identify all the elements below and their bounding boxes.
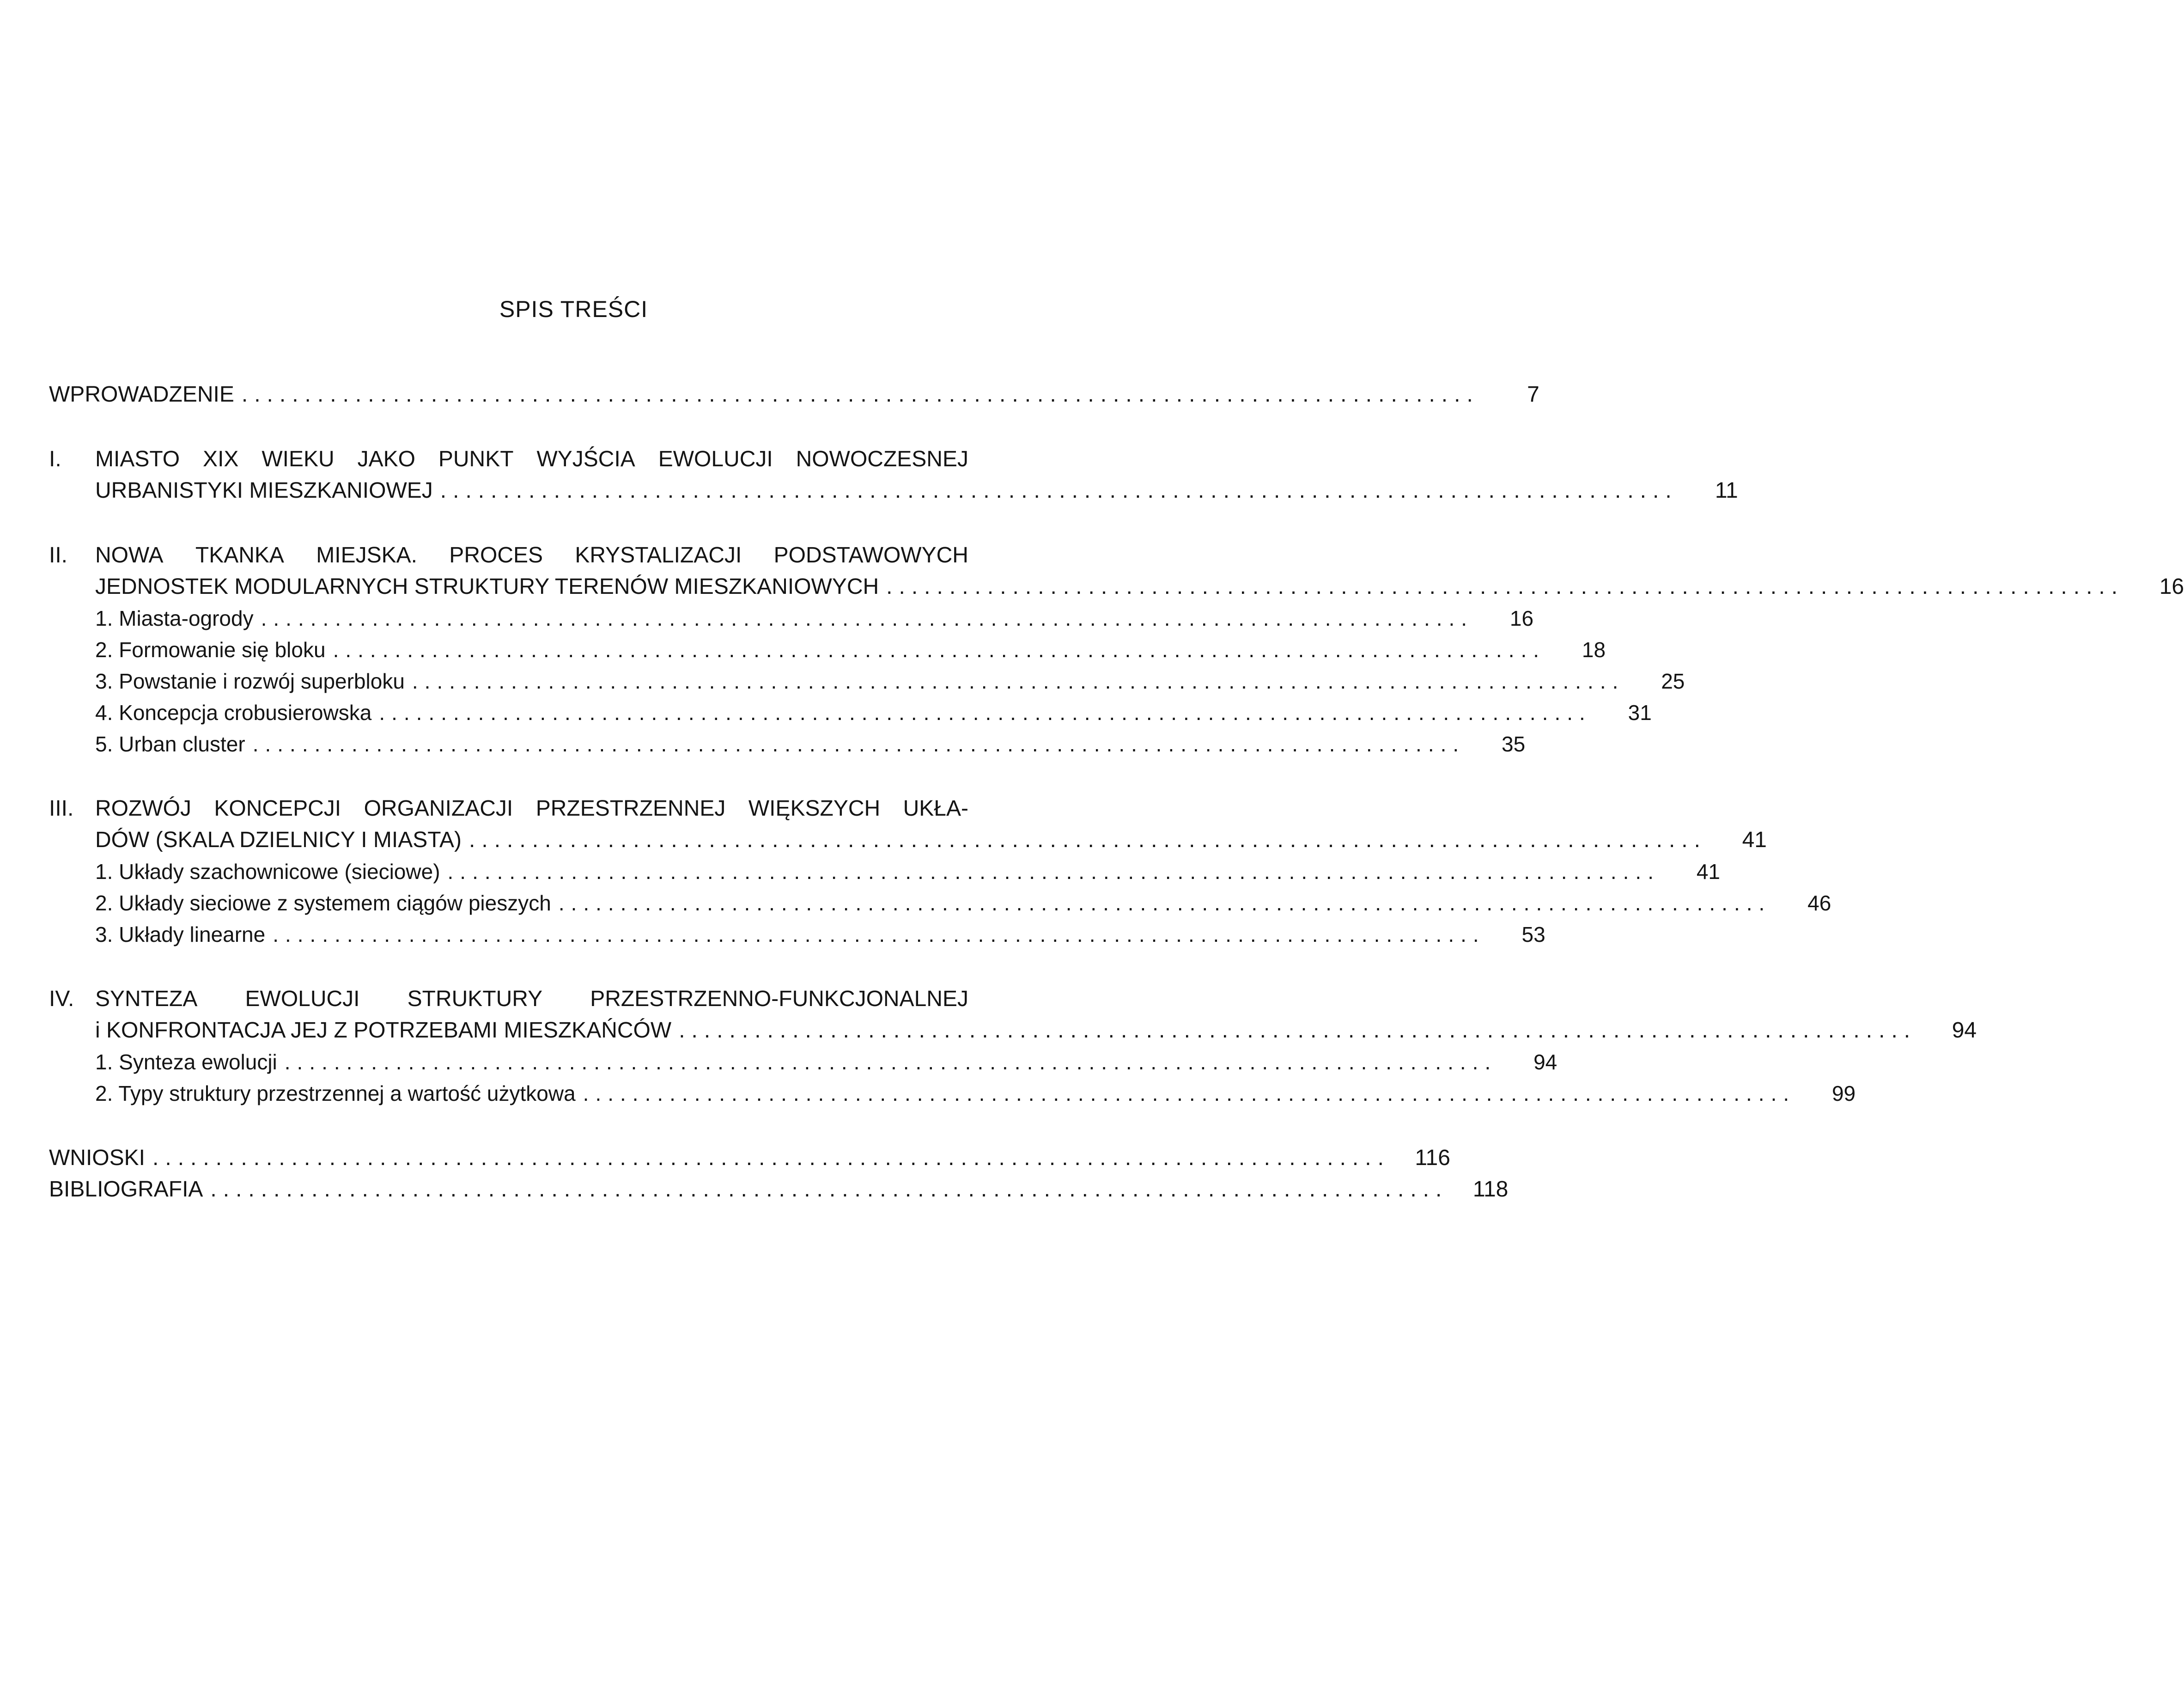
toc-page-number: 16 [2159, 574, 2184, 599]
table-of-contents [49, 379, 2184, 1205]
chapter-number: IV. [49, 987, 74, 1011]
toc-entry-label: i KONFRONTACJA JEJ Z POTRZEBAMI MIESZKAŃCÓW [95, 1018, 672, 1043]
dot-leader: .................................................................................................. [210, 1177, 1448, 1202]
toc-section-chapter-3 [49, 793, 1831, 950]
toc-subentry-label: 1. Miasta-ogrody [95, 606, 254, 630]
toc-subentry-label: 1. Układy szachownicowe (sieciowe) [95, 860, 440, 884]
toc-chapter-title-line-2[interactable] [49, 475, 1738, 506]
dot-leader: .................................................................................................. [469, 828, 1707, 852]
title-word: WIEKU [262, 447, 335, 471]
dot-leader: .................................................................................................. [412, 669, 1625, 693]
toc-entry-label: BIBLIOGRAFIA [49, 1177, 203, 1202]
page-title: SPIS TREŚCI [499, 296, 648, 322]
toc-subentry-label: 2. Formowanie się bloku [95, 638, 326, 662]
dot-leader: .................................................................................................. [379, 701, 1592, 725]
toc-subentry[interactable] [49, 728, 1526, 760]
toc-page-number: 99 [1831, 1081, 1856, 1105]
title-word: ORGANIZACJI [364, 796, 513, 821]
title-word: MIASTO [95, 447, 180, 471]
toc-subentry-label: 5. Urban cluster [95, 732, 245, 756]
toc-page-number: 7 [1527, 382, 1539, 407]
toc-section-intro [49, 379, 1539, 410]
title-word: WIĘKSZYCH [748, 796, 881, 821]
title-word: PUNKT [438, 447, 514, 471]
title-word: TKANKA [195, 543, 284, 567]
toc-subentry[interactable] [49, 603, 1534, 634]
title-word: PODSTAWOWYCH [773, 543, 968, 567]
dot-leader: .................................................................................................. [583, 1081, 1796, 1105]
toc-page-number: 41 [1696, 860, 1720, 884]
toc-page-number: 94 [1952, 1018, 1977, 1043]
toc-subentry[interactable] [49, 856, 1720, 887]
toc-subentry[interactable] [49, 665, 1685, 697]
toc-page-number: 94 [1533, 1050, 1557, 1074]
title-word: SYNTEZA [95, 987, 198, 1011]
toc-subentry[interactable] [49, 887, 1831, 919]
toc-subentry-label: 3. Powstanie i rozwój superbloku [95, 669, 405, 693]
toc-subentry[interactable] [49, 634, 1606, 665]
title-word: XIX [203, 447, 239, 471]
title-word: STRUKTURY [407, 987, 543, 1011]
chapter-number: II. [49, 543, 68, 567]
title-word: EWOLUCJI [245, 987, 360, 1011]
toc-entry-label: WPROWADZENIE [49, 382, 234, 407]
toc-entry-intro[interactable] [49, 379, 1539, 410]
toc-page-number: 18 [1582, 638, 1606, 662]
toc-page-number: 118 [1472, 1177, 1509, 1202]
dot-leader: .................................................................................................. [241, 382, 1479, 407]
dot-leader: .................................................................................................. [261, 606, 1474, 630]
toc-subentry-label: 2. Układy sieciowe z systemem ciągów pieszych [95, 891, 551, 915]
dot-leader: .................................................................................................. [886, 574, 2124, 599]
title-word: JAKO [357, 447, 415, 471]
toc-chapter-title-line-1[interactable] [49, 540, 1019, 571]
toc-subentry[interactable] [49, 1078, 1856, 1109]
chapter-number: I. [49, 447, 61, 471]
title-word: UKŁA- [903, 796, 968, 821]
toc-page-number: 116 [1415, 1146, 1450, 1170]
title-word: ROZWÓJ [95, 796, 191, 821]
toc-subentry-label: 2. Typy struktury przestrzennej a wartość użytkowa [95, 1081, 576, 1105]
toc-page-number: 11 [1715, 478, 1738, 503]
toc-page-number: 25 [1661, 669, 1685, 693]
toc-chapter-title-line-2[interactable] [49, 571, 2184, 603]
dot-leader: .................................................................................................. [558, 891, 1771, 915]
title-word: NOWOCZESNEJ [796, 447, 968, 471]
toc-page-number: 31 [1628, 701, 1652, 725]
title-word: PRZESTRZENNO-FUNKCJONALNEJ [590, 987, 968, 1011]
toc-section-chapter-2 [49, 540, 2184, 760]
dot-leader: .................................................................................................. [284, 1050, 1497, 1074]
title-word: KONCEPCJI [214, 796, 341, 821]
toc-section-chapter-1 [49, 444, 1738, 506]
title-word: MIEJSKA. [316, 543, 417, 567]
toc-chapter-title-line-1[interactable] [49, 983, 1019, 1015]
dot-leader: .................................................................................................. [252, 732, 1466, 756]
dot-leader: .................................................................................................. [273, 922, 1485, 946]
toc-subentry[interactable] [49, 1046, 1557, 1078]
title-word: EWOLUCJI [658, 447, 773, 471]
toc-subentry[interactable] [49, 697, 1652, 728]
title-word: PRZESTRZENNEJ [535, 796, 726, 821]
toc-chapter-title-line-1[interactable] [49, 444, 1019, 475]
title-word: NOWA [95, 543, 164, 567]
dot-leader: .................................................................................................. [440, 478, 1678, 503]
toc-entry-conclusions[interactable] [49, 1142, 1450, 1174]
toc-entry-label: DÓW (SKALA DZIELNICY I MIASTA) [95, 828, 462, 852]
dot-leader: .................................................................................................. [447, 860, 1660, 884]
toc-subentry[interactable] [49, 919, 1545, 950]
toc-subentry-label: 1. Synteza ewolucji [95, 1050, 277, 1074]
toc-chapter-title-line-1[interactable] [49, 793, 1019, 824]
toc-page-number: 35 [1502, 732, 1526, 756]
toc-page-number: 53 [1521, 922, 1545, 946]
dot-leader: .................................................................................................. [333, 638, 1546, 662]
toc-entry-label: JEDNOSTEK MODULARNYCH STRUKTURY TERENÓW MIESZKANIOWYCH [95, 574, 879, 599]
title-word: WYJŚCIA [536, 447, 635, 471]
chapter-number: III. [49, 796, 74, 821]
toc-section-chapter-4 [49, 983, 1977, 1109]
toc-subentry-label: 4. Koncepcja crobusierowska [95, 701, 372, 725]
toc-section-closing [49, 1142, 1509, 1205]
toc-entry-bibliography[interactable] [49, 1174, 1509, 1205]
title-word: KRYSTALIZACJI [575, 543, 742, 567]
toc-chapter-title-line-2[interactable] [49, 1015, 1977, 1046]
toc-entry-label: WNIOSKI [49, 1146, 146, 1170]
toc-page-number: 46 [1807, 891, 1831, 915]
title-word: PROCES [449, 543, 543, 567]
toc-entry-label: URBANISTYKI MIESZKANIOWEJ [95, 478, 433, 503]
toc-subentry-label: 3. Układy linearne [95, 922, 266, 946]
dot-leader: .................................................................................................. [152, 1146, 1390, 1170]
dot-leader: .................................................................................................. [679, 1018, 1917, 1043]
toc-chapter-title-line-2[interactable] [49, 824, 1767, 856]
toc-page-number: 16 [1509, 606, 1534, 630]
toc-page-number: 41 [1742, 828, 1767, 852]
